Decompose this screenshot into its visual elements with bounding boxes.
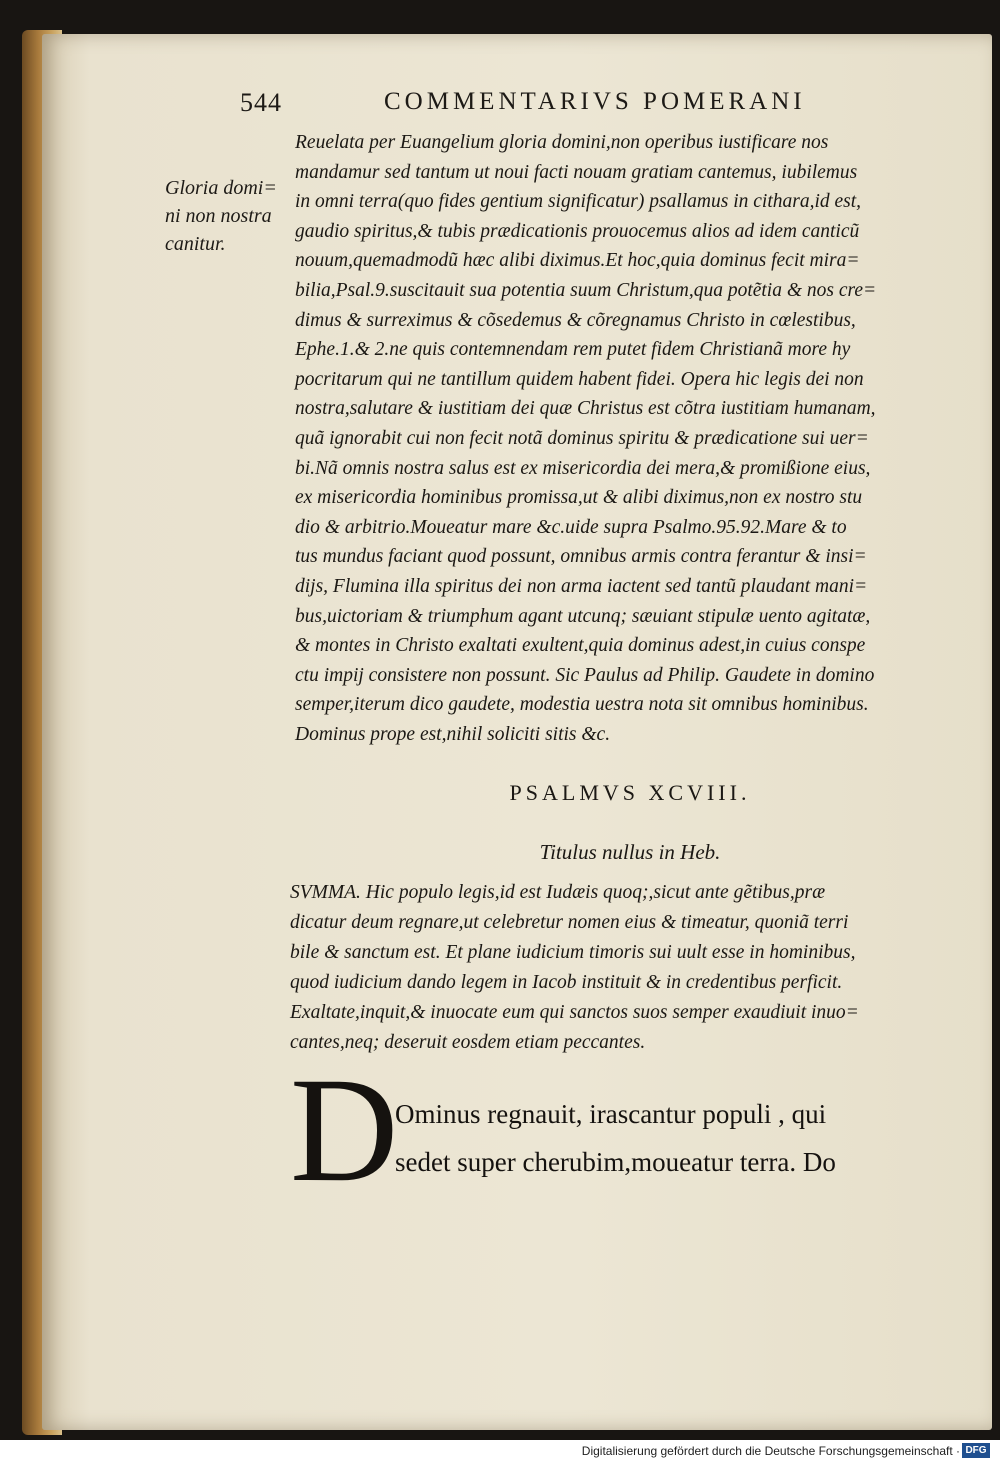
summa-line: cantes,neq; deseruit eosdem etiam peccantes. <box>290 1032 646 1053</box>
page-number: 544 <box>240 88 282 117</box>
text-line: dijs, Flumina illa spiritus dei non arma iactent sed tantũ plaudant mani= <box>295 575 868 597</box>
dfg-logo-icon: DFG <box>962 1443 990 1458</box>
text-line: pocritarum qui ne tantillum quidem habent fidei. Opera hic legis dei non <box>295 368 864 390</box>
text-line: dimus & surreximus & cõsedemus & cõregnamus Christo in cœlestibus, <box>295 309 856 331</box>
verse-line: sedet super cherubim,moueatur terra. Do <box>395 1147 836 1177</box>
running-title: COMMENTARIVS POMERANI <box>384 88 806 115</box>
text-line: Reuelata per Euangelium gloria domini,non operibus iustificare nos <box>295 132 829 153</box>
summa-paragraph <box>290 878 960 1058</box>
marginal-note <box>165 174 293 258</box>
text-line: dio & arbitrio.Moueatur mare &c.uide supra Psalmo.95.92.Mare & to <box>295 516 847 538</box>
text-line: quã ignorabit cui non fecit notã dominus spiritu & prædicatione sui uer= <box>295 427 869 449</box>
marginal-note-line: canitur. <box>165 233 226 255</box>
summa-line: dicatur deum regnare,ut celebretur nomen eius & timeatur, quoniã terri <box>290 912 849 933</box>
text-line: nostra,salutare & iustitiam dei quæ Christus est cõtra iustitiam humanam, <box>295 398 876 420</box>
psalm-heading: PSALMVS XCVIII. <box>509 780 751 805</box>
summa-line: quod iudicium dando legem in Iacob instituit & in credentibus perficit. <box>290 972 843 993</box>
summa-line: bile & sanctum est. Et plane iudicium timoris sui uult esse in hominibus, <box>290 942 856 963</box>
summa-line: Exaltate,inquit,& inuocate eum qui sanctos suos semper exaudiuit inuo= <box>290 1002 859 1023</box>
text-line: bilia,Psal.9.suscitauit sua potentia suum Christum,qua potẽtia & nos cre= <box>295 279 877 301</box>
text-line: tus mundus faciant quod possunt, omnibus armis contra ferantur & insi= <box>295 546 867 568</box>
footer-bar <box>0 1440 1000 1462</box>
psalm-verse <box>395 1090 955 1186</box>
text-line: gaudio spiritus,& tubis prædicationis prouocemus alios ad idem canticũ <box>295 220 860 242</box>
text-line: nouum,quemadmodũ hæc alibi diximus.Et hoc,quia dominus fecit mira= <box>295 250 860 272</box>
page-header <box>240 84 970 124</box>
psalm-subtitle: Titulus nullus in Heb. <box>539 840 721 864</box>
text-line: mandamur sed tantum ut noui facti nouam gratiam cantemus, iubilemus <box>295 161 858 183</box>
text-line: & montes in Christo exaltati exultent,quia dominus adest,in cuius conspe <box>295 635 866 657</box>
marginal-note-line: ni non nostra <box>165 205 272 227</box>
funding-credit: Digitalisierung gefördert durch die Deutsche Forschungsgemeinschaft · <box>581 1444 960 1458</box>
commentary-text <box>295 128 955 749</box>
text-line: Dominus prope est,nihil soliciti sitis &c. <box>295 723 611 745</box>
text-line: ex misericordia hominibus promissa,ut & alibi diximus,non ex nostro stu <box>295 487 863 509</box>
marginal-note-line: Gloria domi= <box>165 177 277 199</box>
summa-line: SVMMA. Hic populo legis,id est Iudæis quoq;,sicut ante gẽtibus,præ <box>290 882 826 903</box>
text-line: ctu impij consistere non possunt. Sic Paulus ad Philip. Gaudete in domino <box>295 664 875 686</box>
verse-line: Ominus regnauit, irascantur populi , qui <box>395 1099 827 1129</box>
text-line: bi.Nã omnis nostra salus est ex misericordia dei mera,& promißione eius, <box>295 457 871 479</box>
text-line: semper,iterum dico gaudete, modestia uestra nota sit omnibus hominibus. <box>295 694 869 716</box>
text-line: in omni terra(quo fides gentium significatur) psallamus in cithara,id est, <box>295 191 862 213</box>
text-line: Ephe.1.& 2.ne quis contemnendam rem putet fidem Christianã more hy <box>295 339 851 361</box>
text-line: bus,uictoriam & triumphum agant utcunq; sæuiant stipulæ uento agitatæ, <box>295 605 871 627</box>
drop-cap-initial: D <box>290 1047 399 1213</box>
